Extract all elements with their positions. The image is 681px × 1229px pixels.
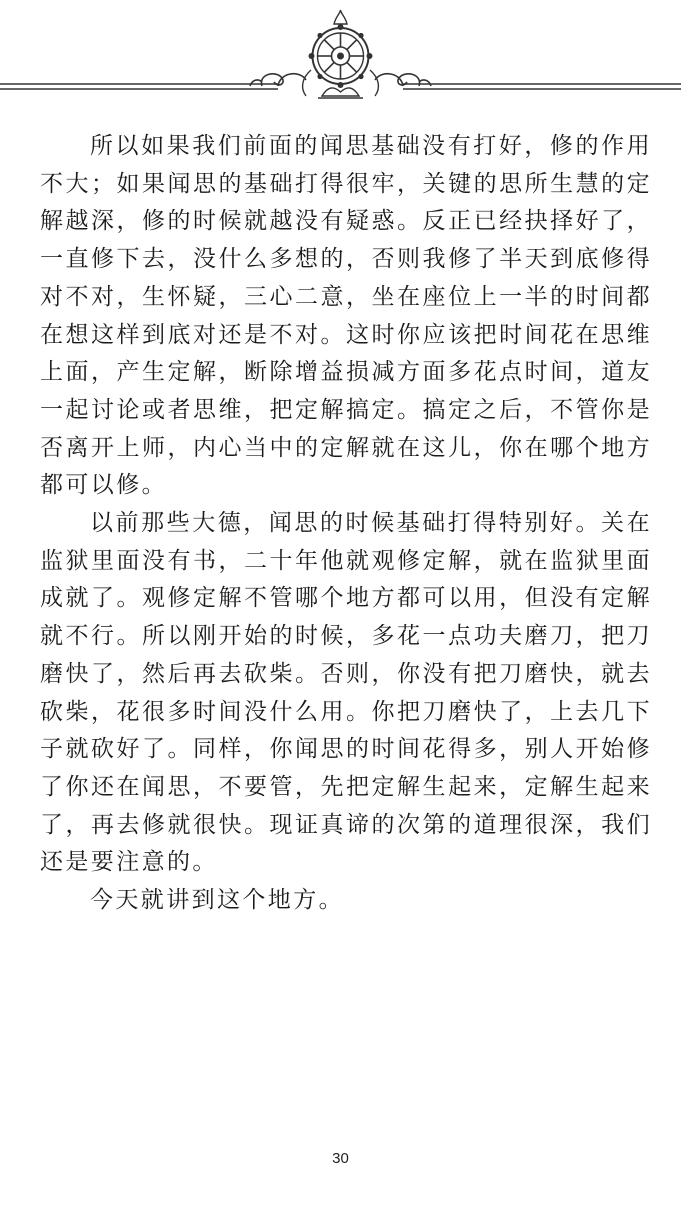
paragraph: 以前那些大德，闻思的时候基础打得特别好。关在监狱里面没有书，二十年他就观修定解，就在监狱里面成就了。观修定解不管哪个地方都可以用，但没有定解就不行。所以刚开始的时候，多花一点功夫磨刀，把刀磨快了，然后再去砍柴。否则，你没有把刀磨快，就去砍柴，花很多时间没什么用。你把刀磨快了，上去几下子就砍好了。同样，你闻思的时间花得多，别人开始修了你还在闻思，不要管，先把定解生起来，定解生起来了，再去修就很快。现证真谛的次第的道理很深，我们还是要注意的。 — [40, 510, 652, 876]
paragraph: 所以如果我们前面的闻思基础没有打好，修的作用不大；如果闻思的基础打得很牢，关键的思所生慧的定解越深，修的时候就越没有疑惑。反正已经抉择好了，一直修下去，没什么多想的，否则我修了半天到底修得对不对，生怀疑，三心二意，坐在座位上一半的时间都在想这样到底对还是不对。这时你应该把时间花在思维上面，产生定解，断除增益损减方面多花点时间，道友一起讨论或者思维，把定解搞定。搞定之后，不管你是否离开上师，内心当中的定解就在这儿，你在哪个地方都可以修。 — [40, 133, 652, 499]
page-number: 30 — [332, 1150, 349, 1167]
dharma-wheel-icon — [0, 0, 681, 110]
page-header-ornament — [0, 0, 681, 110]
paragraph: 今天就讲到这个地方。 — [90, 887, 344, 914]
main-text — [40, 128, 652, 920]
